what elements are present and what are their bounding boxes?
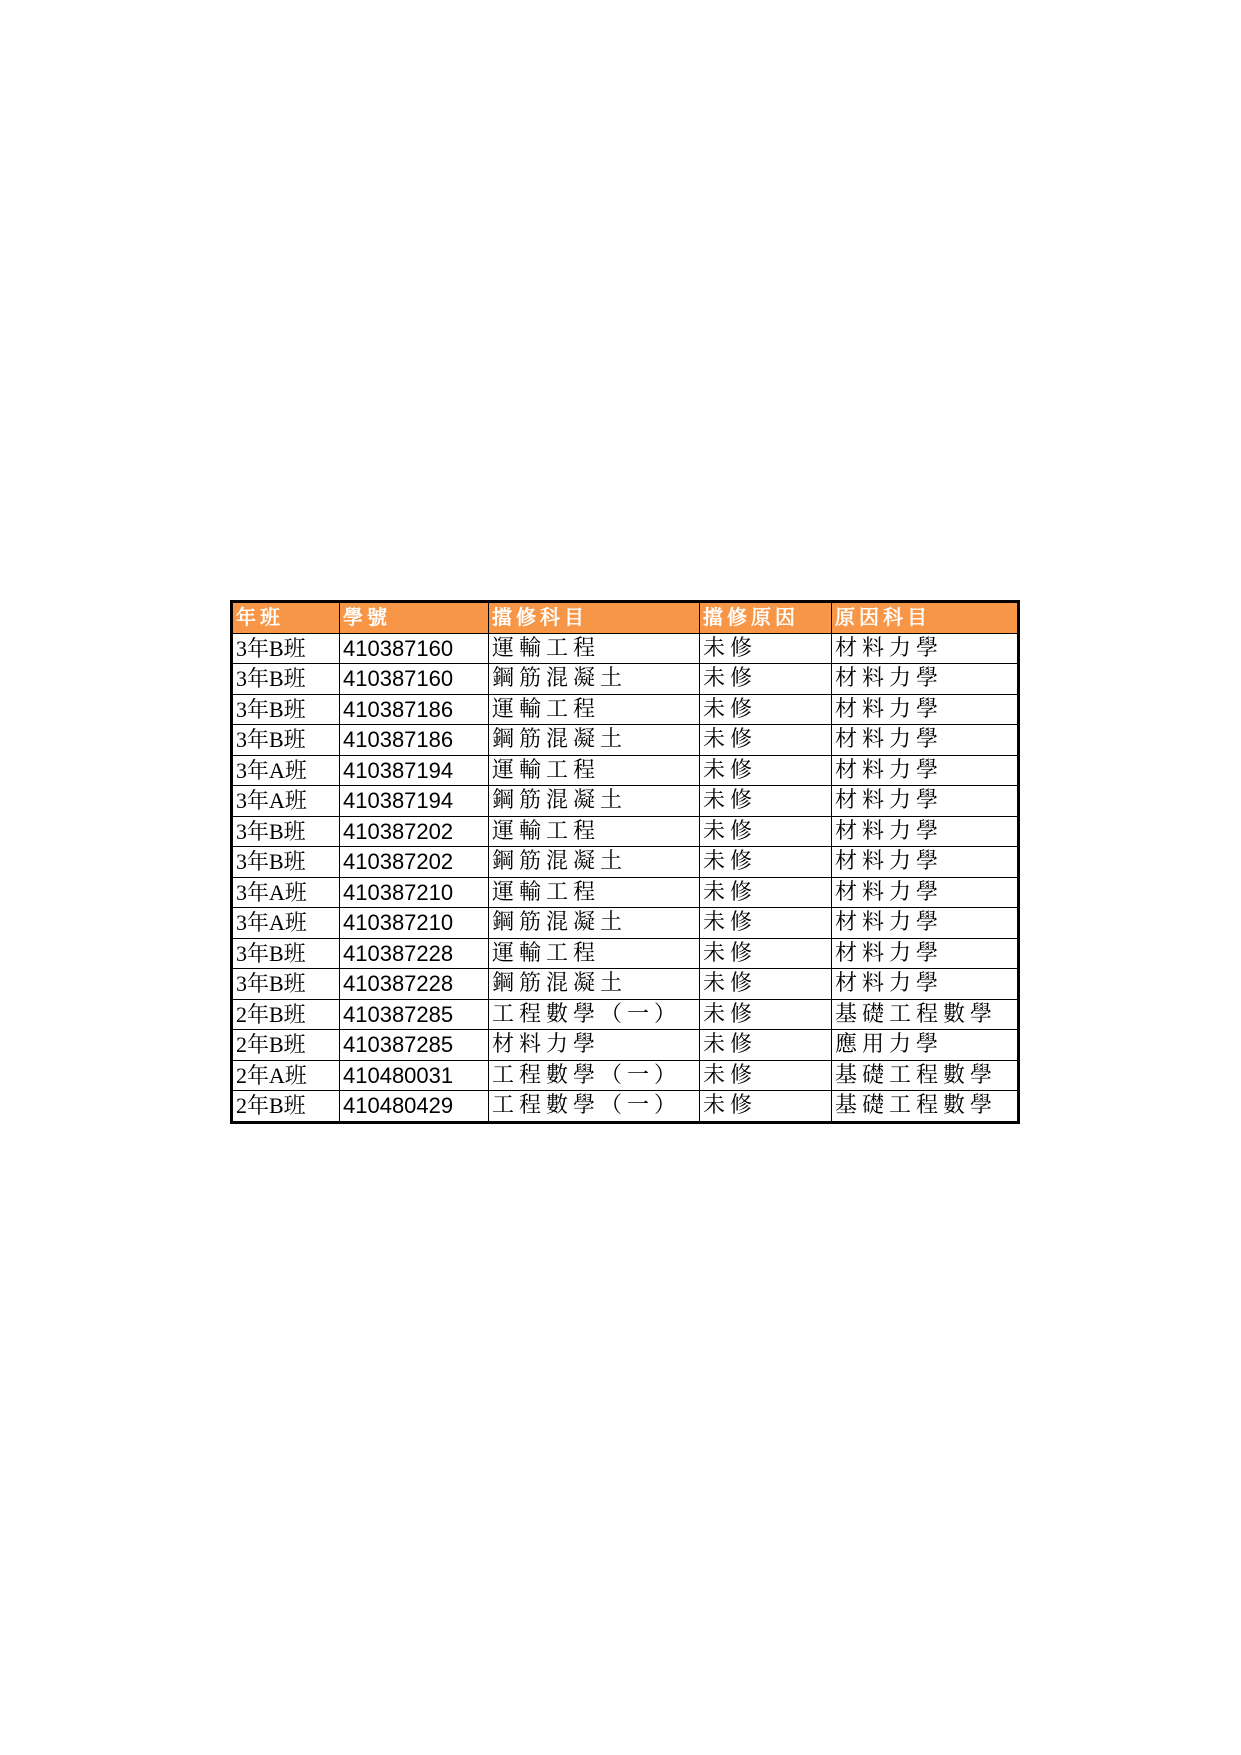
cell-reason-course: 基礎工程數學: [832, 999, 1019, 1030]
cell-block-reason: 未修: [700, 999, 832, 1030]
table-row: [232, 847, 1019, 878]
table-row: [232, 1060, 1019, 1091]
cell-class: 3年A班: [232, 877, 340, 908]
cell-class: 2年B班: [232, 999, 340, 1030]
table-row: [232, 755, 1019, 786]
cell-blocked-course: 工程數學（一）: [489, 1060, 700, 1091]
cell-block-reason: 未修: [700, 755, 832, 786]
prerequisite-block-table: [230, 600, 1020, 1124]
cell-block-reason: 未修: [700, 938, 832, 969]
cell-student-id: 410387210: [340, 877, 489, 908]
header-class: 年班: [232, 602, 340, 634]
cell-blocked-course: 運輸工程: [489, 816, 700, 847]
cell-student-id: 410387228: [340, 969, 489, 1000]
table-row: [232, 694, 1019, 725]
cell-block-reason: 未修: [700, 694, 832, 725]
cell-student-id: 410480429: [340, 1091, 489, 1123]
table-row: [232, 664, 1019, 695]
cell-blocked-course: 鋼筋混凝土: [489, 969, 700, 1000]
cell-block-reason: 未修: [700, 847, 832, 878]
table-row: [232, 816, 1019, 847]
cell-blocked-course: 鋼筋混凝土: [489, 847, 700, 878]
header-block-reason: 擋修原因: [700, 602, 832, 634]
cell-student-id: 410387210: [340, 908, 489, 939]
cell-blocked-course: 運輸工程: [489, 938, 700, 969]
cell-reason-course: 材料力學: [832, 938, 1019, 969]
cell-reason-course: 材料力學: [832, 786, 1019, 817]
cell-blocked-course: 工程數學（一）: [489, 999, 700, 1030]
cell-student-id: 410387202: [340, 816, 489, 847]
cell-student-id: 410387285: [340, 999, 489, 1030]
cell-block-reason: 未修: [700, 633, 832, 664]
cell-blocked-course: 鋼筋混凝土: [489, 908, 700, 939]
cell-blocked-course: 運輸工程: [489, 694, 700, 725]
cell-blocked-course: 運輸工程: [489, 755, 700, 786]
table-row: [232, 938, 1019, 969]
table-row: [232, 633, 1019, 664]
cell-blocked-course: 工程數學（一）: [489, 1091, 700, 1123]
cell-student-id: 410387194: [340, 755, 489, 786]
cell-reason-course: 材料力學: [832, 816, 1019, 847]
cell-block-reason: 未修: [700, 725, 832, 756]
cell-block-reason: 未修: [700, 1030, 832, 1061]
header-reason-course: 原因科目: [832, 602, 1019, 634]
cell-class: 3年B班: [232, 725, 340, 756]
table-row: [232, 999, 1019, 1030]
cell-reason-course: 基礎工程數學: [832, 1091, 1019, 1123]
cell-student-id: 410387285: [340, 1030, 489, 1061]
cell-block-reason: 未修: [700, 664, 832, 695]
cell-reason-course: 材料力學: [832, 725, 1019, 756]
cell-blocked-course: 材料力學: [489, 1030, 700, 1061]
cell-blocked-course: 鋼筋混凝土: [489, 664, 700, 695]
table-row: [232, 877, 1019, 908]
cell-class: 3年B班: [232, 816, 340, 847]
cell-class: 3年A班: [232, 908, 340, 939]
cell-reason-course: 材料力學: [832, 755, 1019, 786]
cell-block-reason: 未修: [700, 1060, 832, 1091]
cell-class: 3年A班: [232, 786, 340, 817]
cell-reason-course: 材料力學: [832, 969, 1019, 1000]
cell-class: 3年B班: [232, 969, 340, 1000]
cell-student-id: 410387160: [340, 664, 489, 695]
cell-blocked-course: 運輸工程: [489, 633, 700, 664]
cell-reason-course: 材料力學: [832, 694, 1019, 725]
cell-blocked-course: 運輸工程: [489, 877, 700, 908]
cell-class: 2年B班: [232, 1091, 340, 1123]
cell-reason-course: 材料力學: [832, 877, 1019, 908]
table-row: [232, 725, 1019, 756]
table-header-row: [232, 602, 1019, 634]
cell-student-id: 410387186: [340, 694, 489, 725]
table-row: [232, 908, 1019, 939]
header-student-id: 學號: [340, 602, 489, 634]
cell-class: 3年B班: [232, 847, 340, 878]
cell-class: 3年A班: [232, 755, 340, 786]
cell-class: 2年B班: [232, 1030, 340, 1061]
cell-block-reason: 未修: [700, 908, 832, 939]
cell-class: 3年B班: [232, 694, 340, 725]
cell-block-reason: 未修: [700, 786, 832, 817]
cell-block-reason: 未修: [700, 816, 832, 847]
cell-reason-course: 基礎工程數學: [832, 1060, 1019, 1091]
cell-student-id: 410387228: [340, 938, 489, 969]
cell-student-id: 410387202: [340, 847, 489, 878]
table-row: [232, 1030, 1019, 1061]
cell-reason-course: 應用力學: [832, 1030, 1019, 1061]
cell-student-id: 410387194: [340, 786, 489, 817]
cell-block-reason: 未修: [700, 877, 832, 908]
cell-blocked-course: 鋼筋混凝土: [489, 786, 700, 817]
cell-student-id: 410387186: [340, 725, 489, 756]
cell-block-reason: 未修: [700, 969, 832, 1000]
cell-student-id: 410387160: [340, 633, 489, 664]
cell-class: 3年B班: [232, 664, 340, 695]
table-row: [232, 786, 1019, 817]
cell-block-reason: 未修: [700, 1091, 832, 1123]
table-row: [232, 969, 1019, 1000]
cell-class: 3年B班: [232, 633, 340, 664]
header-blocked-course: 擋修科目: [489, 602, 700, 634]
cell-blocked-course: 鋼筋混凝土: [489, 725, 700, 756]
table-body: [232, 633, 1019, 1122]
cell-student-id: 410480031: [340, 1060, 489, 1091]
table-row: [232, 1091, 1019, 1123]
cell-class: 3年B班: [232, 938, 340, 969]
cell-reason-course: 材料力學: [832, 908, 1019, 939]
cell-reason-course: 材料力學: [832, 664, 1019, 695]
cell-reason-course: 材料力學: [832, 847, 1019, 878]
cell-class: 2年A班: [232, 1060, 340, 1091]
cell-reason-course: 材料力學: [832, 633, 1019, 664]
